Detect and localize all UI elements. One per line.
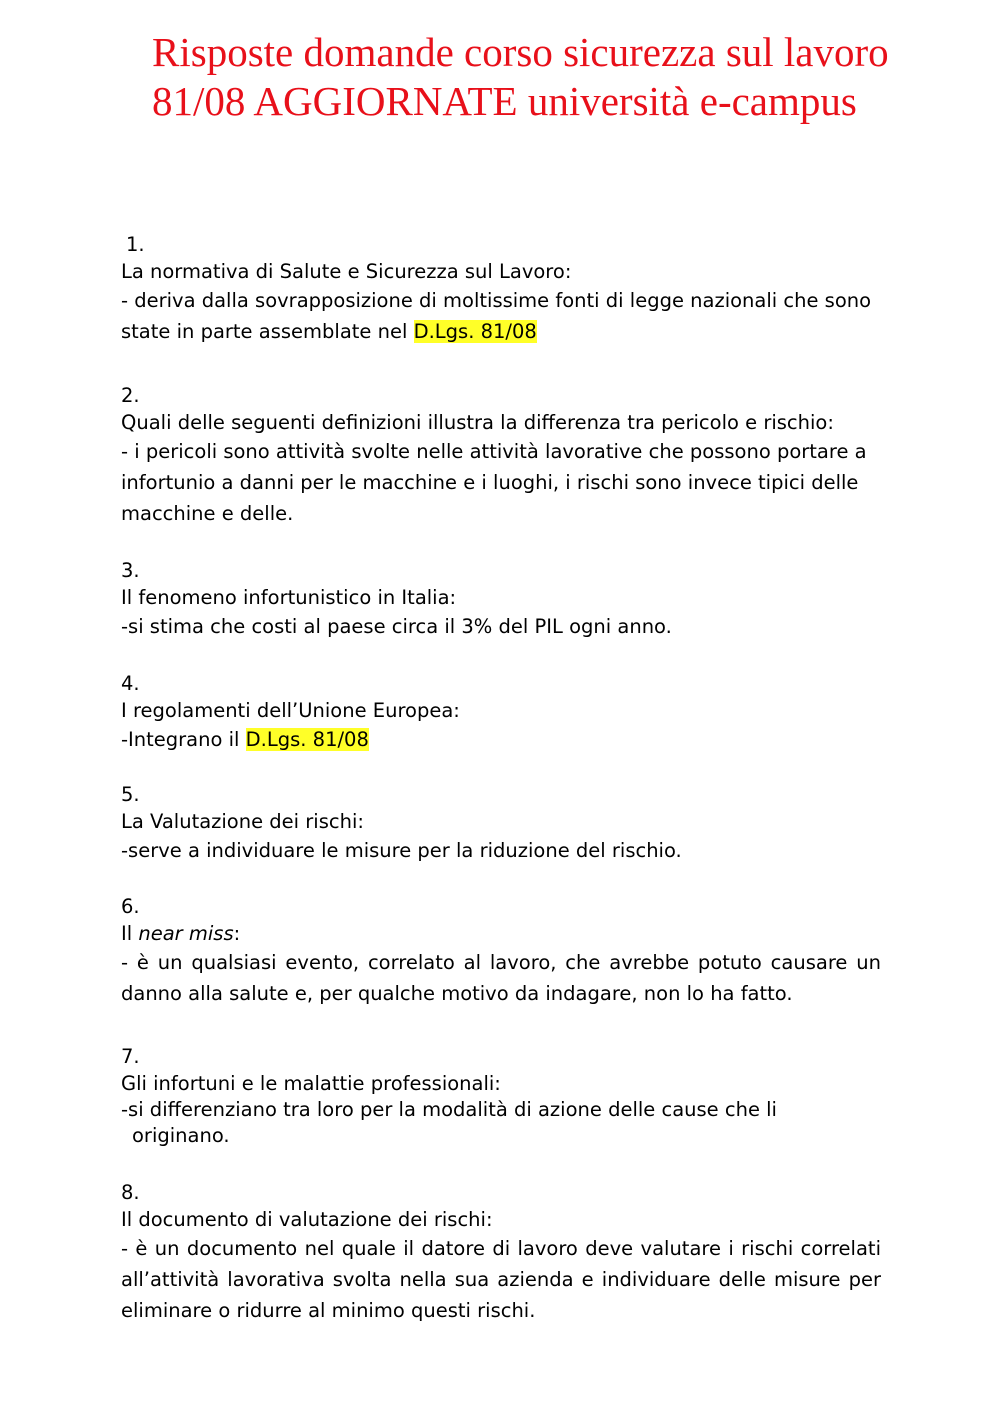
answer-text: - è un qualsiasi evento, correlato al lavoro, che avrebbe potuto causare un danno alla salute e, per qualche motivo da indagare, non lo ha fatto. [121,951,881,1005]
question-block-8 [121,1179,881,1326]
answer-text: -si stima che costi al paese circa il 3% del PIL ogni anno. [121,615,672,638]
question-number: 5. [121,783,140,806]
highlighted-reference: D.Lgs. 81/08 [413,320,537,343]
document-title: Risposte domande corso sicurezza sul lavoro 81/08 AGGIORNATE università e-campus [152,29,889,124]
answer-text: - i pericoli sono attività svolte nelle attività lavorative che possono portare a infortunio a danni per le macchine e i luoghi, i rischi sono invece tipici delle macchine e delle. [121,440,867,525]
answer-text: - è un documento nel quale il datore di lavoro deve valutare i rischi correlati all’attività lavorativa svolta nella sua azienda e individuare delle misure per eliminare o ridurre al minimo questi rischi. [121,1237,881,1322]
question-text: Quali delle seguenti definizioni illustra la differenza tra pericolo e rischio: [121,411,834,434]
question-text-part: Il [121,922,139,945]
question-block-4 [121,670,881,755]
question-block-5 [121,781,881,866]
question-block-2 [121,382,881,529]
question-text: La Valutazione dei rischi: [121,810,364,833]
question-text: La normativa di Salute e Sicurezza sul Lavoro: [121,260,572,283]
answer-text-part: -Integrano il [121,728,246,751]
question-text: Gli infortuni e le malattie professionali: [121,1072,501,1095]
highlighted-reference: D.Lgs. 81/08 [245,728,369,751]
answer-text-part: - deriva dalla sovrapposizione di moltissime fonti di legge nazionali che sono state in parte assemblate nel [121,289,872,343]
answer-text-line: -si differenziano tra loro per la modalità di azione delle cause che li [121,1098,777,1121]
question-text-part: : [233,922,241,945]
question-text [121,920,881,947]
question-number: 7. [121,1045,140,1068]
answer-text [121,724,881,755]
answer-text-line: originano. [132,1124,230,1147]
question-text: Il documento di valutazione dei rischi: [121,1208,493,1231]
answer-text [121,285,881,347]
italic-term: near miss [138,922,234,945]
question-number: 6. [121,895,140,918]
question-number: 3. [121,559,140,582]
question-number: 8. [121,1181,140,1204]
question-block-7 [121,1043,881,1149]
answer-text: -serve a individuare le misure per la riduzione del rischio. [121,839,682,862]
question-number: 4. [121,672,140,695]
question-number: 2. [121,384,140,407]
question-text: I regolamenti dell’Unione Europea: [121,699,460,722]
question-block-1 [121,231,881,347]
question-block-6 [121,893,881,1009]
question-text: Il fenomeno infortunistico in Italia: [121,586,457,609]
question-block-3 [121,557,881,642]
question-number: 1. [126,233,145,256]
